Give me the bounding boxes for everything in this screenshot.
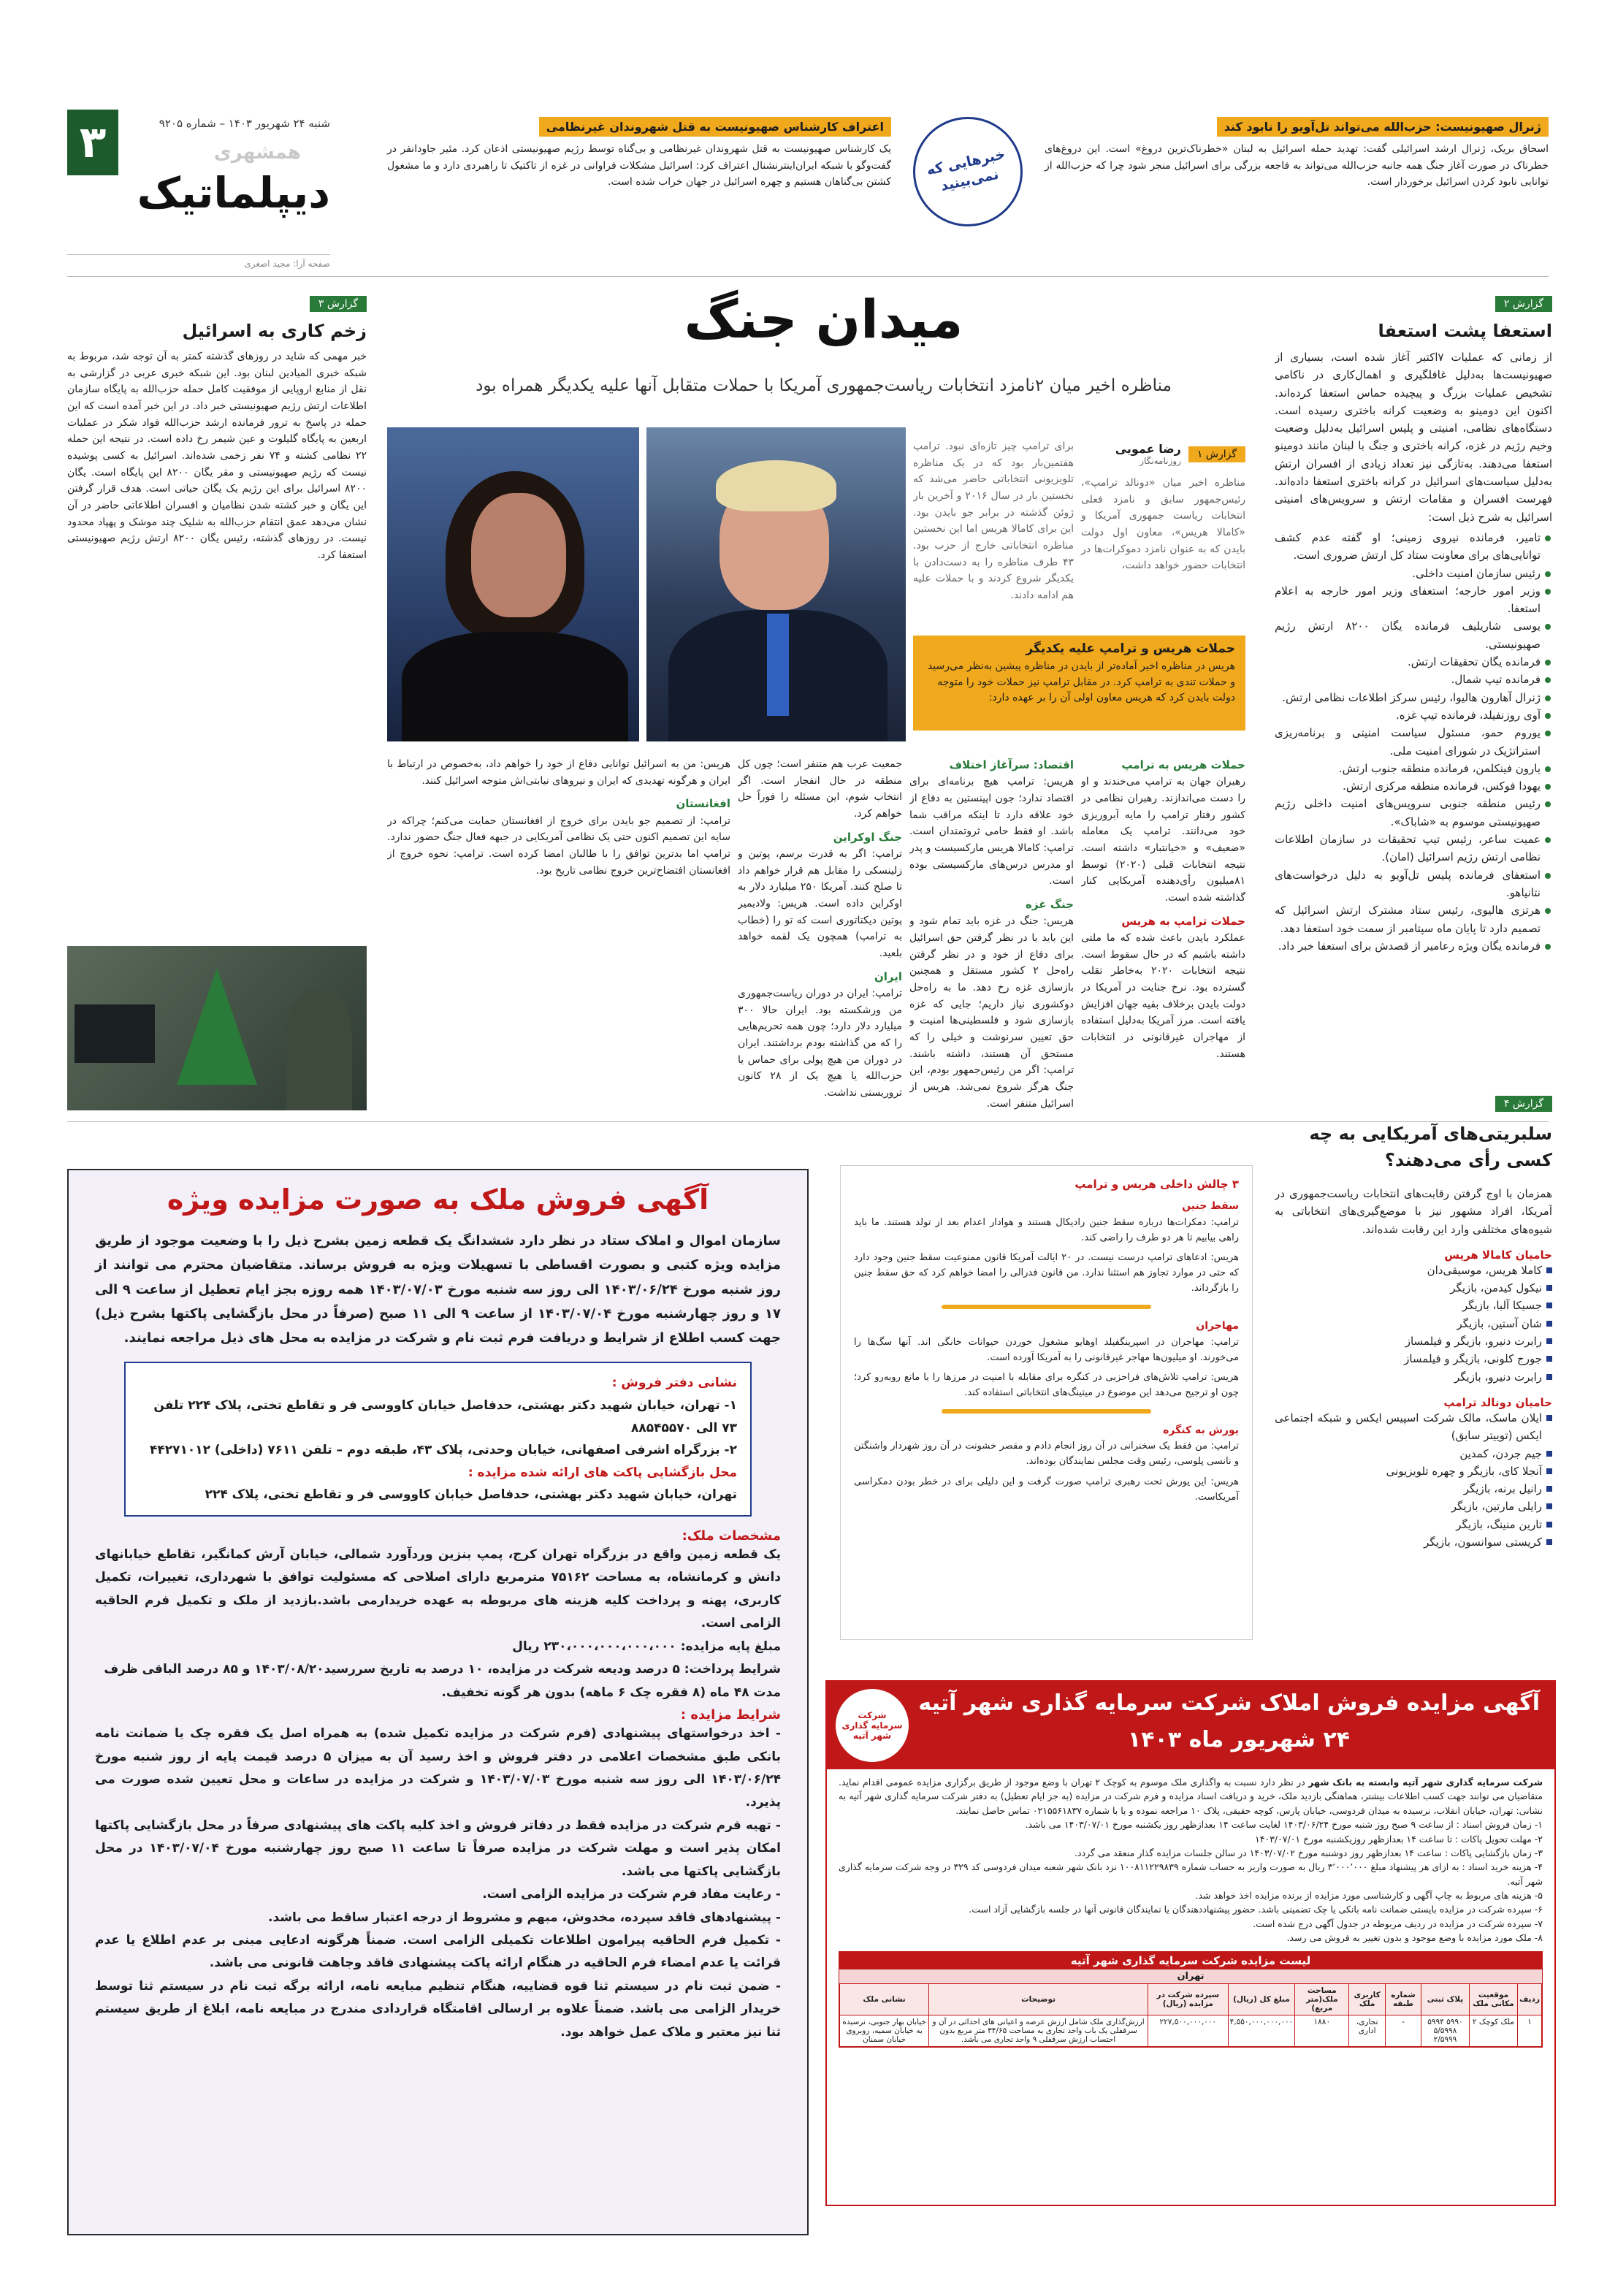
atieh-ad-header <box>827 1682 1554 1769</box>
gaza-head: جنگ غزه <box>1026 898 1074 911</box>
report2-list-item: فرمانده یگان ویژه رعامیر از قصدش برای استعفا خبر داد. <box>1275 937 1552 955</box>
auction-ad-title: آگهی فروش ملک به صورت مزایده ویژه <box>167 1183 709 1216</box>
report2-list-item: عمیت ساعر، رئیس تیپ تحقیقات در سازمان اطلاعات نظامی ارتش رژیم اسرائیل (امان). <box>1275 831 1552 866</box>
atieh-item: ۵- هزینه های مربوط به چاپ آگهی و کارشناسی مورد مزایده از برنده مزایده اخذ خواهد شد. <box>1195 1890 1543 1901</box>
report4-tag: گزارش ۴ <box>1495 1096 1552 1112</box>
atieh-company: شرکت سرمایه گذاری شهر آتیه وابسته به بانک شهر <box>1308 1777 1543 1788</box>
trump-supporter: ایلان ماسک، مالک شرکت اسپیس ایکس و شبکه اجتماعی ایکس (توییتر سابق) <box>1275 1409 1552 1445</box>
table-cell: ۱۸۸۰ <box>1295 2015 1349 2046</box>
column-3-lead: جمعیت عرب هم متنفر است؛ چون کل منطقه در حال انفجار است. اگر انتخاب شوم، این مسئله را فوراً حل خواهم کرد. <box>738 758 902 820</box>
immigration-harris: هریس: ترامپ تلاش‌های فراحزبی در کنگره برای مقابله با امنیت در مرزها را با مانع روبه‌رو کرد؛ چون او ترجیح می‌دهد این موضوع در میتینگ‌های انتخاباتی استفاده کند. <box>854 1371 1239 1398</box>
atieh-item: ۱- زمان فروش اسناد : از ساعت ۹ صبح روز شنبه مورخ ۱۴۰۳/۰۶/۲۴ لغایت ساعت ۱۴ بعدازظهر روز یکشنبه مورخ ۱۴۰۳/۰۷/۰۱ می باشد. <box>1025 1819 1543 1831</box>
opening-place-text: تهران، خیابان شهید دکتر بهشتی، حدفاصل خیابان کاووسی فر و تقاطع تختی، پلاک ۲۲۴ <box>205 1487 737 1503</box>
report2-list-item: فرمانده یگان تحقیقات ارتش. <box>1275 653 1552 671</box>
report2-list <box>1275 529 1552 955</box>
main-headline: میدان جنگ <box>684 289 963 350</box>
harris-supporter: رابرت دنیرو، بازیگر <box>1275 1368 1552 1386</box>
property-spec-text: یک قطعه زمین واقع در بزرگراه تهران کرج، پمپ بنزین وردآورد شمالی، خیابان آرش کمانگیر، تقاطع خیابانهای دانش و کرمانشاه، به مساحت ۷۵۱۶۲ مترمربع دارای اصلاحی که مسئولیت توافق با شهرداری، تغییرات، تکمیل کاربری، پهنه و پرداخت کلیه هزینه های مربوطه به عهده خریدارمی باشد.بازدید از ملک و تکمیل فرم الحاقیه الزامی است. <box>95 1547 782 1631</box>
abortion-harris: هریس: ادعاهای ترامپ درست نیست. در ۲۰ ایالت آمریکا قانون ممنوعیت سقط جنین وجود دارد که حتی در موارد تجاوز هم استثنا ندارد. من قانون فدرالی را امضا خواهم کرد که حق سقط جنین را بازگرداند. <box>854 1251 1239 1294</box>
report2-list-item: آوی روزنفیلد، فرمانده تیپ غزه. <box>1275 706 1552 724</box>
condition-item: - پیشنهادهای فاقد سپرده، مخدوش، مبهم و مشروط از درجه اعتبار ساقط می باشد. <box>268 1910 781 1925</box>
atieh-item: ۴- هزینه خرید اسناد : به ازای هر پیشنهاد مبلغ ۳٬۰۰۰٬۰۰۰ ریال به صورت واریز به حساب شماره ۱۰۰۸۱۱۲۲۹۸۳۹ نزد بانک شهر شعبه میدان فردوسی کد ۳۲۹ در وجه شرکت سرمایه گذاری شهر آتیه. <box>839 1861 1543 1887</box>
lead-left-text: برای ترامپ چیز تازه‌ای نبود. ترامپ هفتمین‌بار بود که در یک مناظره تلویزیونی انتخاباتی حاضر می‌شد که نخستین بار در سال ۲۰۱۶ و آخرین بار ژوئن گذشته در برابر جو بایدن بود. این برای کامالا هریس اما این نخستین مناظره انتخاباتی خارج از حزب بود. ۴۳ طرف مناظره را به دست‌دادن با یکدیگر شروع کردند و با حملات علیه هم ادامه دادند. <box>913 440 1074 602</box>
atieh-table-grid <box>839 1983 1542 2047</box>
top-story-right-headline: ژنرال صهیونیست: حزب‌الله می‌تواند تل‌آویو را نابود کند <box>1217 117 1549 137</box>
atieh-table-city: تهران <box>839 1969 1542 1983</box>
trump-supporter: تارین منینگ، بازیگر <box>1275 1516 1552 1533</box>
conditions-head: شرایط مزایده : <box>680 1707 781 1723</box>
report2-list-item: یارون فینکلمن، فرمانده منطقه جنوب ارتش. <box>1275 760 1552 777</box>
date-line: شنبه ۲۴ شهریور ۱۴۰۳ – شماره ۹۲۰۵ <box>159 117 330 130</box>
table-cell: ۲۲۷,۵۰۰,۰۰۰,۰۰۰ <box>1148 2015 1229 2046</box>
trump-supporters-list <box>1275 1409 1552 1551</box>
sales-office-2: ۲- بزرگراه اشرفی اصفهانی، خیابان وحدتی، پلاک ۴۳، طبقه دوم – تلفن ۷۶۱۱ (داخلی) ۴۴۲۷۱۰۱۲ <box>149 1443 737 1458</box>
report4 <box>1275 1096 1552 1680</box>
report2 <box>1275 296 1552 1085</box>
capitol-harris: هریس: این یورش تحت رهبری ترامپ صورت گرفت و این دلیلی برای در خطر بودن دمکراسی آمریکاست. <box>854 1476 1239 1503</box>
report3-tag: گزارش ۳ <box>310 296 367 312</box>
economy-text: هریس: ترامپ هیچ برنامه‌ای برای اقتصاد ندارد؛ جون اپینستین به دفاع از خود علاقه دارد تا اینکه مراقب شما باشد. او فقط حامی ثروتمندان است. ترامپ: کامالا هریس مارکسیست و پدر او مدرس درس‌های مارکسیستی بوده است. <box>909 776 1074 888</box>
economy-head: اقتصاد: سرآغاز اختلاف <box>949 758 1074 771</box>
top-story-left-text: یک کارشناس صهیونیست به قتل شهروندان غیرنظامی و بی‌گناه توسط رژیم صهیونیستی اذعان کرد. مئیر جاودانفر در گفت‌وگو با شبکه ایران‌اینترنشنال اعتراف کرد: اسرائیل مشکلات فراوانی در غزه از تاکتیک تا راهبردی دارد و ما مشغول کشتن بی‌گناهان هستیم و چهره اسرائیل در جهان خراب شده است. <box>387 143 891 188</box>
stamp-badge <box>903 107 1033 237</box>
trump-supporters-head: حامیان دونالد ترامپ <box>1443 1395 1552 1409</box>
trump-photo <box>646 427 906 741</box>
sales-office-box <box>124 1362 752 1517</box>
harris-supporter: جورج کلونی، بازیگر و فیلمساز <box>1275 1350 1552 1368</box>
table-cell: تجاری، اداری <box>1349 2015 1386 2046</box>
gaza-text: هریس: جنگ در غزه باید تمام شود و این باید با در نظر گرفتن حق اسرائیل برای دفاع از خود و در نظر گرفتن راه‌حل ۲ کشور مستقل و همچنین بازسازی غزه رخ دهد. ما به راه‌حل دوکشوری نیاز داریم؛ جایی که غزه بازسازی شود و فلسطینی‌ها امنیت و حق تعیین سرنوشت و خیلی را که مستحق آن هستند، داشته باشند. ترامپ: اگر من رئیس‌جمهور بودم، این جنگ هرگز شروع نمی‌شد. هریس از اسرائیل متنفر است. <box>909 915 1074 1110</box>
author-role: روزنامه‌نگار <box>1140 456 1181 466</box>
report4-title: سلبریتی‌های آمریکایی به چه کسی رأی می‌دهند؟ <box>1309 1124 1552 1170</box>
report2-list-item: یهودا فوکس، فرمانده منطقه مرکزی ارتش. <box>1275 777 1552 795</box>
column-4-lead: هریس: من به اسرائیل توانایی دفاع از خود را خواهم داد، به‌خصوص در ارتباط با ایران و هرگونه تهدیدی که ایران و نیروهای نیابتی‌اش متوجه اسرائیل کنند. <box>387 758 730 787</box>
afghanistan-head: افغانستان <box>676 797 730 811</box>
trump-tie <box>767 614 789 716</box>
atieh-item: ۶- سپرده شرکت در مزایده بایستی ضمانت نامه بانکی یا چک تضمینی باشد. حضور پیشنهاددهندگان یا نمایندگان قانونی آنها در جلسه بازگشایی آزاد است. <box>969 1904 1543 1915</box>
abortion-trump: ترامپ: دمکرات‌ها درباره سقط جنین رادیکال هستند و هوادار اعدام بعد از تولد هستند. ما باید راهی بیابیم تا هر دو طرف را راضی کند. <box>854 1216 1239 1243</box>
report2-list-item: وزیر امور خارجه؛ استعفای وزیر امور خارجه به اعلام استعفا. <box>1275 582 1552 618</box>
soldier-silhouette <box>286 990 352 1110</box>
sales-office-1: ۱- تهران، خیابان شهید دکتر بهشتی، حدفاصل خیابان کاووسی فر و تقاطع تختی، پلاک ۲۲۴ تلفن ۷۳ الی ۸۸۵۴۵۵۷۰ <box>153 1398 737 1435</box>
page-number-badge: ۳ <box>67 110 118 175</box>
atieh-ad-title: آگهی مزایده فروش املاک شرکت سرمایه گذاری شهر آتیه <box>918 1690 1540 1716</box>
report4-intro: همزمان با اوج گرفتن رقابت‌های انتخابات ریاست‌جمهوری در آمریکا، افراد مشهور نیز با موضع‌گیری‌های انتخاباتی به شیوه‌های مختلفی وارد این رقابت شده‌اند. <box>1275 1187 1552 1236</box>
harris-face <box>471 493 566 617</box>
table-cell: ۴,۵۵۰,۰۰۰,۰۰۰,۰۰۰ <box>1228 2015 1295 2046</box>
report2-list-item: هرتزی هالیوی، رئیس ستاد مشترک ارتش اسرائیل که تصمیم دارد تا پایان ماه سپتامبر از سمت خود استعفا دهد. <box>1275 901 1552 937</box>
harris-supporter: جسیکا آلبا، بازیگر <box>1275 1297 1552 1314</box>
top-story-left-headline: اعتراف کارشناس صهیونیست به قتل شهروندان غیرنظامی <box>539 117 891 137</box>
report1-tag: گزارش ۱ <box>1188 446 1245 462</box>
attacks-box <box>913 636 1245 731</box>
table-header-cell: نشانی ملک <box>840 1983 929 2015</box>
property-spec-head: مشخصات ملک: <box>682 1528 781 1544</box>
atieh-table <box>839 1951 1543 2048</box>
column-4 <box>387 756 730 1136</box>
table-header-cell: موقعیت مکانی ملک <box>1469 1983 1517 2015</box>
condition-item: - ضمن ثبت نام در سیستم ثنا قوه قضاییه، هنگام تنظیم مبایعه نامه، ارائه برگه ثبت نام در سیستم ثنا توسط خریدار الزامی می باشد. ضمناً علاوه بر ارسالی اقامتگاه قراردادی مندرج در مبایعه نامه، ابلاغ از طریق سیستم ثنا نیز معتبر و ملاک عمل خواهد بود. <box>95 1978 781 2040</box>
capitol-trump: ترامپ: من فقط یک سخنرانی در آن روز انجام دادم و مقصر خشونت در آن روز شهردار واشنگتن و نانسی پلوسی، رئیس وقت مجلس نمایندگان بوده‌اند. <box>854 1441 1239 1468</box>
payment-terms: شرایط پرداخت: ۵ درصد ودیعه شرکت در مزایده، ۱۰ درصد به تاریخ سررسید۱۴۰۳/۰۸/۲۰ و ۸۵ درصد الباقی ظرف مدت ۴۸ ماه (۸ فقره چک ۶ ماهه) بدون هر گونه تخفیف. <box>104 1662 781 1700</box>
top-story-left <box>387 117 891 226</box>
harris-supporters-list <box>1275 1262 1552 1386</box>
masthead <box>67 110 330 270</box>
column-1 <box>1081 756 1245 1136</box>
iran-text: ترامپ: ایران در دوران ریاست‌جمهوری من ورشکسته بود. ایران حالا ۳۰۰ میلیارد دلار دارد؛ چون همه تحریم‌هایی را که من گذاشته بودم برداشتند. ایران در دوران من هیچ پولی برای حماس یا حزب‌الله یا هیچ یک از ۲۸ کانون تروریستی نداشت. <box>738 987 902 1099</box>
unit-8200-emblem <box>177 968 257 1085</box>
capitol-head: یورش به کنگره <box>1163 1424 1239 1436</box>
table-header-cell: مبلغ کل (ریال) <box>1228 1983 1295 2015</box>
trump-supporter: کریستی سوانسون، بازیگر <box>1275 1533 1552 1551</box>
abortion-head: سقط جنین <box>1182 1200 1239 1212</box>
condition-item: - اخذ درخواستهای پیشنهادی (فرم شرکت در مزایده تکمیل شده) به همراه اصل یک فقره چک یا ضمانت نامه بانکی طبق مشخصات اعلامی در دفتر فروش و اخذ رسید آن به میزان ۵ درصد قیمت پایه از روز شنبه مورخ ۱۴۰۳/۰۶/۲۴ الی روز سه شنبه مورخ ۱۴۰۳/۰۷/۰۳ و شرکت در مزایده در ساعات و محل تعیین شده صورت می پذیرد. <box>95 1726 782 1810</box>
harris-photo <box>387 427 639 741</box>
harris-supporters-head: حامیان کامالا هریس <box>1444 1248 1552 1262</box>
report1-byline <box>1081 442 1245 610</box>
condition-item: - تهیه فرم شرکت در مزایده فقط در دفاتر فروش و اخذ کلیه پاکت های پیشنهادی صرفاً در محل بازگشایی پاکتها امکان پذیر است و مهلت شرکت در مزایده صرفاً تا ساعت ۱۱ صبح روز چهارشنبه مورخ ۱۴۰۳/۰۷/۰۴ در محل بازگشایی پاکتها می باشد. <box>95 1818 781 1879</box>
table-header-cell: مساحت ملک(متر مربع) <box>1295 1983 1349 2015</box>
trump-attacks-head: حملات ترامپ به هریس <box>1121 914 1245 928</box>
atieh-item: ۸- ملک مورد مزایده با وضع موجود و بدون تغییر به فروش می رسد. <box>1286 1932 1543 1944</box>
report2-list-item: تامیر، فرمانده نیروی زمینی؛ او گفته عدم کشف توانایی‌های برای معاونت ستاد کل ارتش ضروری است. <box>1275 529 1552 565</box>
harris-supporter: رابرت دنیرو، بازیگر و فیلمساز <box>1275 1332 1552 1350</box>
report2-intro: از زمانی که عملیات ۷اکتبر آغاز شده است، بسیاری از صهیونیست‌ها به‌دلیل غافلگیری و اهمال‌کاری در ناکامی تشخیص عملیات بزرگ و پیچیده حماس استعفا کرده‌اند. اکنون این دومینو به وضعیت کرانه باختری رسیده است. دستگاه‌های نظامی، امنیتی و پلیس اسرائیل به‌دلیل وضعیت وخیم رژیم در غزه، کرانه باختری و جنگ با لبنان مانند دومینو استعفا می‌دهند. به‌تازگی نیز تعداد زیادی از افسران ارتش به‌دلیل سیاست‌های اسرائیل در کرانه باختری استعفا داده‌اند. فهرست افسران و مقامات ارتش و سرویس‌های امنیتی اسرائیل به شرح ذیل است: <box>1275 351 1552 524</box>
top-story-right <box>1045 117 1549 226</box>
table-cell: ارزش‌گذاری ملک شامل ارزش عرصه و اعیانی های احداثی در آن و سرقفلی یک باب واحد تجاری به مساحت ۳۴/۶۵ متر مربع بدون احتساب ارزش سرقفلی ۹ واحد تجاری می باشد. <box>929 2015 1148 2046</box>
author-name: رضا عمویی <box>1115 442 1181 456</box>
opening-place-head: محل بازگشایی پاکت های ارائه شده مزایده : <box>467 1465 737 1480</box>
auction-ad <box>67 1169 809 2235</box>
divider-wave <box>942 1305 1151 1309</box>
report2-list-item: رئیس منطقه جنوبی سرویس‌های امنیت داخلی رژیم صهیونیستی موسوم به «شاباک». <box>1275 795 1552 831</box>
editor-credit: صفحه آرا: مجید اصغری <box>244 259 330 269</box>
harris-supporter: نیکول کیدمن، بازیگر <box>1275 1279 1552 1297</box>
report2-list-item: استعفای فرمانده پلیس تل‌آویو به دلیل درخواست‌های نتانیاهو. <box>1275 866 1552 902</box>
harris-attacks-text: رهبران جهان به ترامپ می‌خندند و او را دست می‌اندازند. رهبران نظامی در کشور رفتار ترامپ را مایه آبروریزی خود می‌دانند. ترامپ یک معامله «ضعیف» و «خیانتبار» داشته است. نتیجه انتخابات قبلی (۲۰۲۰) توسط ۸۱میلیون رأی‌دهنده آمریکایی کنار گذاشته شده است. <box>1081 776 1245 904</box>
table-header-cell: پلاک ثبتی <box>1421 1983 1470 2015</box>
table-cell: - <box>1385 2015 1421 2046</box>
table-cell: ۱ <box>1518 2015 1542 2046</box>
table-cell: ۵۹۹۰ ۵۹۹۴ ۵/۵۹۹۸ ۲/۵۹۹۹ <box>1421 2015 1470 2046</box>
supplement-label: همشهری <box>213 142 301 164</box>
table-header-cell: توضیحات <box>929 1983 1148 2015</box>
atieh-table-title: لیست مزایده شرکت سرمایه گذاری شهر آتیه <box>839 1952 1542 1969</box>
trump-attacks-text: عملکرد بایدن باعث شده که ما ملتی داشته باشیم که در حال سقوط است. نتیجه انتخابات ۲۰۲۰ به‌خاطر تقلب گسترده بود. نرخ جنایت در آمریکا در دولت بایدن برخلاف بقیه جهان افزایش یافته است. مرز آمریکا به‌دلیل استفاده از مهاجران غیرقانونی در انتخابات هستند. <box>1081 931 1245 1060</box>
immigration-head: مهاجران <box>1196 1319 1239 1332</box>
atieh-logo-text: شرکت سرمایه گذاری شهر آتیه <box>841 1710 903 1741</box>
stamp-text: خبرهایی که نمی‌بینید <box>925 146 1007 194</box>
report3-title: زخم کاری به اسرائیل <box>182 321 367 341</box>
column-2 <box>909 756 1074 1136</box>
atieh-item: ۲- مهلت تحویل پاکات : تا ساعت ۱۴ بعدازظهر روزیکشنبه مورخ ۱۴۰۳/۰۷/۰۱ <box>1254 1833 1543 1845</box>
atieh-items <box>839 1818 1543 1945</box>
atieh-logo <box>836 1689 909 1762</box>
table-cell: ملک کوچک ۲ <box>1469 2015 1517 2046</box>
atieh-ad-date: ۲۴ شهریور ماه ۱۴۰۳ <box>1127 1727 1350 1752</box>
challenges-head: ۳ چالش داخلی هریس و ترامپ <box>1074 1178 1239 1191</box>
top-story-right-text: اسحاق بریک، ژنرال ارشد اسرائیلی گفت: تهدید حمله اسرائیل به لبنان «خطرناک‌ترین دروغ» است. این دروغ‌های خطرناک در صورت آغاز جنگ همه جانبه حزب‌الله می‌تواند به فاجعه بزرگی برای اسرائیل منجر شود چرا که حزب‌الله از توانایی نابود کردن اسرائیل برخوردار است. <box>1045 143 1549 188</box>
trump-supporter: رایلی مارتین، بازیگر <box>1275 1498 1552 1515</box>
column-3 <box>738 756 902 1136</box>
unit-8200-photo <box>67 946 367 1110</box>
sales-office-head: نشانی دفتر فروش : <box>611 1376 737 1391</box>
report2-list-item: فرمانده تیپ شمال. <box>1275 671 1552 688</box>
trump-supporter: جیم جردن، کمدین <box>1275 1445 1552 1462</box>
challenges-box <box>840 1165 1253 1640</box>
immigration-trump: ترامپ: مهاجران در اسپرینگفیلد اوهایو مشغول خوردن حیوانات خانگی اند. آنها سگ‌ها را می‌خورند. او میلیون‌ها مهاجر غیرقانونی را به آمریکا آورده است. <box>854 1336 1239 1363</box>
trump-supporter: رانیل برنه، بازیگر <box>1275 1480 1552 1498</box>
lead-right-text: مناظره اخیر میان «دونالد ترامپ»، رئیس‌جمهور سابق و نامزد فعلی انتخابات ریاست جمهوری آمریکا و «کامالا هریس»، معاون اول دولت بایدن که به عنوان نامزد دموکرات‌ها در انتخابات حضور خواهد داشت، <box>1081 477 1245 572</box>
report2-list-item: ژنرال آهارون هالیوا، رئیس سرکز اطلاعات نظامی ارتش. <box>1275 689 1552 706</box>
main-subtitle: مناظره اخیر میان ۲نامزد انتخابات ریاست‌جمهوری آمریکا با حملات متقابل آنها علیه یکدیگر همراه بود <box>476 376 1172 395</box>
table-header-cell: ردیف <box>1518 1983 1542 2015</box>
condition-item: - رعایت مفاد فرم شرکت در مزایده الزامی است. <box>482 1887 781 1902</box>
conditions-list <box>95 1723 781 2044</box>
trump-hair <box>716 460 836 511</box>
harris-supporter: کاملا هریس، موسیقی‌دان <box>1275 1262 1552 1279</box>
report2-tag: گزارش ۲ <box>1495 296 1552 312</box>
table-header-cell: سپرده شرکت در مزایده (ریال) <box>1148 1983 1229 2015</box>
atieh-item: ۳- زمان بازگشایی پاکات : ساعت ۱۴ بعدازظهر روز دوشنبه مورخ ۱۴۰۳/۰۷/۰۲ در سالن جلسات مزایده گذار منعقد می گردد. <box>1074 1847 1543 1858</box>
table-header-cell: کاربری ملک <box>1349 1983 1386 2015</box>
report2-list-item: یوروم حمو، مسئول سیاست امنیتی و برنامه‌ریزی استراتژیک در شورای امنیت ملی. <box>1275 724 1552 760</box>
ukraine-text: ترامپ: اگر به قدرت برسم، پوتین و زلینسکی را مقابل هم قرار خواهم داد تا صلح کنند. آمریکا ۲۵۰ میلیارد دلار به اوکراین داده است. هریس: ولادیمیر پوتین دیکتاتوری است که تو را (خطاب به ترامپ) همچون یک لقمه خواهد بلعید. <box>738 847 902 960</box>
base-price: مبلغ پایه مزایده: ۲۳۰،۰۰۰،۰۰۰،۰۰۰،۰۰۰ ریال <box>512 1639 781 1654</box>
report3 <box>67 296 367 939</box>
section-title: دیپلماتیک <box>137 168 330 218</box>
attacks-box-title: حملات هریس و ترامپ علیه یکدیگر <box>1026 641 1235 656</box>
divider-wave-2 <box>942 1409 1151 1414</box>
harris-suit <box>402 632 628 741</box>
report2-list-item: رئیس سازمان امنیت داخلی. <box>1275 565 1552 582</box>
ukraine-head: جنگ اوکراین <box>833 830 902 844</box>
iran-head: ایران <box>874 969 902 983</box>
condition-item: - تکمیل فرم الحاقیه پیرامون اطلاعات تکمیلی الزامی است. ضمناً هرگونه ادعایی مبنی بر عدم اطلاع یا عدم قرائت یا عدم امضاء فرم الحاقیه در هنگام ارائه پاکت پیشنهادی فاقد وجاهت قانونی می باشد. <box>95 1933 781 1971</box>
trump-supporter: آنجلا کای، بازیگر و چهره تلویزیونی <box>1275 1462 1552 1480</box>
auction-ad-intro: سازمان اموال و املاک ستاد در نظر دارد ششدانگ یک قطعه زمین بشرح ذیل را با وضعیت موجود از طریق مزایده ویژه کتبی و بصورت اقساطی با تسهیلات ویژه به فروش برساند. متقاضیان محترم می توانند از روز شنبه مورخ ۱۴۰۳/۰۶/۲۴ الی روز سه شنبه مورخ ۱۴۰۳/۰۷/۰۳ همه روزه بجز ایام تعطیل از ساعت ۹ الی ۱۷ و روز چهارشنبه مورخ ۱۴۰۳/۰۷/۰۴ از ساعت ۹ الی ۱۱ صبح (صرفاً در محل بازگشایی پاکتها بشرح ذیل) جهت کسب اطلاع از شرایط و دریافت فرم ثبت نام و شرکت در مزایده به محل های ذیل مراجعه نمایند. <box>95 1233 781 1346</box>
afghanistan-text: ترامپ: از تصمیم جو بایدن برای خروج از افغانستان حمایت می‌کنم؛ چراکه در سایه این تصمیم اکنون حتی یک نظامی آمریکایی در جبهه فعال جنگ حضور ندارد. ترامپ اما بدترین توافق را با طالبان امضا کرده است. ترامپ: نحوه خروج از افغانستان افتضاح‌ترین خروج نظامی تاریخ بود. <box>387 815 730 877</box>
monitor-shape <box>75 1004 155 1063</box>
attacks-box-text: هریس در مناظره اخیر آماده‌تر از بایدن در مناظره پیشین به‌نظر می‌رسید و حملات تندی به ترامپ کرد. در مقابل ترامپ نیز حملات خود را متوجه دولت بایدن کرد که هریس معاون اولی آن را بر عهده دارد: <box>927 660 1235 704</box>
table-cell: خیابان بهار جنوبی، نرسیده به خیابان سمیه، روبروی خیابان سمنان <box>840 2015 929 2046</box>
harris-attacks-head: حملات هریس به ترامپ <box>1121 758 1245 771</box>
report2-list-item: یوسی شاریلیف فرمانده یگان ۸۲۰۰ ارتش رژیم صهیونیستی. <box>1275 617 1552 653</box>
atieh-intro: در نظر دارد نسبت به واگذاری ملک موسوم به کوچک ۲ تهران با وضع موجود از طریق برگزاری مزایده عمومی اقدام نماید. متقاضیان می توانند جهت کسب اطلاعات بیشتر، هماهنگی بازدید ملک، خرید و دریافت اسناد مزایده و فرم شرکت در مزایده (به جز ایام تعطیل) به دفتر شرکت سرمایه گذاری شهر آتیه به نشانی: تهران، خیابان انقلاب، نرسیده به میدان فردوسی، خیابان پارس، کوچه حقیقی، پلاک ۱۰ مراجعه نموده و یا با شماره ۰۲۱۵۵۶۱۸۳۷ تماس حاصل نمایند. <box>839 1777 1543 1816</box>
harris-supporter: شان آستین، بازیگر <box>1275 1315 1552 1332</box>
table-header-cell: شماره طبقه <box>1385 1983 1421 2015</box>
atieh-ad <box>825 1680 1556 2206</box>
report3-text: خبر مهمی که شاید در روزهای گذشته کمتر به آن توجه شد، مربوط به شبکه خبری الميادين لبنان بود. این شبکه خبری عربی در گزارشی به نقل از منابع اروپایی از موفقیت کامل حمله حزب‌الله به پایگاه سازمان اطلاعات ارتش رژیم صهیونیستی خبر داد. در این خبر آمده است که این حمله در پاسخ به ترور فرمانده ارشد حزب‌الله فواد شکر در عملیات اربعین به پایگاه گلیلوت و عین شیمر رخ داده است. در نتیجه این حمله ۲۲ نظامی کشته و ۷۴ نفر زخمی شده‌اند. اسرائیل به کسی پوشیده نیست که رژیم صهیونیستی و مقر یگان ۸۲۰۰ این پایگاه است. یگان ۸۲۰۰ اسرائیل برای این رژیم یک یگان حیاتی است. هدف قرار گرفتن این یگان و خبر کشته شدن نظامیان و افسران اطلاعاتی حاضر در آن نشان می‌دهد عمق انتقام حزب‌الله به شلیک چند موشک و پهپاد محدود نیست. در روزهای گذشته، رئیس یگان ۸۲۰۰ ارتش رژیم صهیونیستی استعفا کرد. <box>67 351 367 562</box>
atieh-item: ۷- سپرده شرکت در مزایده در ردیف مربوطه در جدول آگهی درج شده است. <box>1253 1918 1543 1929</box>
report2-title: استعفا پشت استعفا <box>1378 321 1552 341</box>
